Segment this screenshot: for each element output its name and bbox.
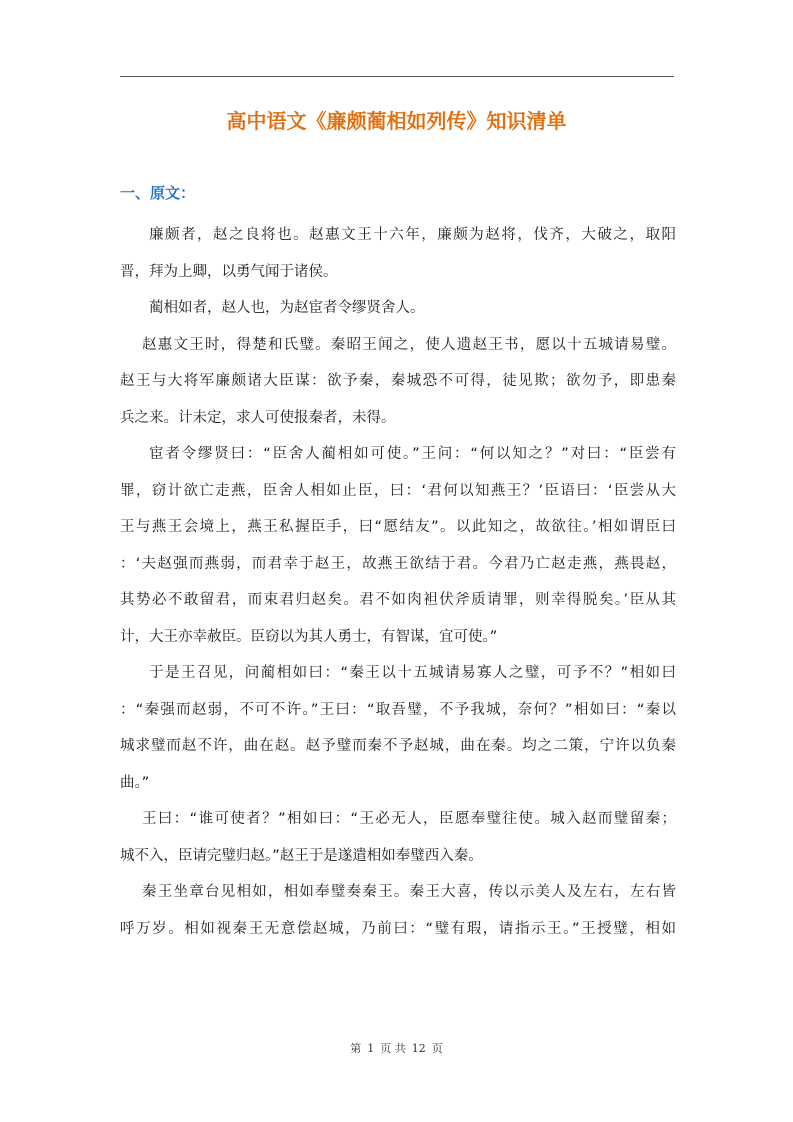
text-line: 于是王召见，问蔺相如曰：“秦王以十五城请易寡人之璧，可予不？”相如曰 [149, 665, 676, 681]
text-line: ：“秦强而赵弱，不可不许。”王曰：“取吾璧，不予我城，奈何？”相如曰：“秦以 [120, 701, 676, 718]
header-rule [120, 76, 674, 77]
page-footer [0, 1040, 793, 1058]
footer-prefix: 第 [350, 1042, 362, 1055]
text-line: 曲。” [120, 774, 150, 791]
text-line: 城求璧而赵不许，曲在赵。赵予璧而秦不予赵城，曲在秦。均之二策，宁许以负秦 [120, 738, 676, 754]
document-title: 高中语文《廉颇蔺相如列传》知识清单 [226, 109, 567, 133]
text-line: ：‘夫赵强而燕弱，而君幸于赵王，故燕王欲结于君。今君乃亡赵走燕，燕畏赵， [120, 555, 676, 572]
text-line: 廉颇者，赵之良将也。赵惠文王十六年，廉颇为赵将，伐齐，大破之，取阳 [149, 227, 676, 243]
text-line: 赵王与大将军廉颇诸大臣谋：欲予秦，秦城恐不可得，徒见欺；欲勿予，即患秦 [120, 373, 676, 389]
text-line: 赵惠文王时，得楚和氏璧。秦昭王闻之，使人遗赵王书，愿以十五城请易璧。 [142, 336, 676, 353]
footer-total-pages: 12 [411, 1042, 426, 1055]
text-line: 宦者令缪贤曰：“臣舍人蔺相如可使。”王问：“何以知之？”对曰：“臣尝有 [149, 446, 676, 462]
section-heading: 一、原文： [120, 184, 196, 202]
text-line: 计，大王亦幸赦臣。臣窃以为其人勇士，有智谋，宜可使。” [120, 628, 498, 645]
text-line: 其势必不敢留君，而束君归赵矣。君不如肉袒伏斧质请罪，则幸得脱矣。’臣从其 [120, 592, 676, 608]
text-line: 兵之来。计未定，求人可使报秦者，未得。 [120, 409, 396, 426]
text-line: 蔺相如者，赵人也，为赵宦者令缪贤舍人。 [149, 300, 425, 316]
footer-page-number: 1 [367, 1042, 375, 1055]
text-line: 王曰：“谁可使者？”相如曰：“王必无人，臣愿奉璧往使。城入赵而璧留秦； [142, 811, 676, 827]
document-body [120, 217, 676, 947]
text-line: 秦王坐章台见相如，相如奉璧奏秦王。秦王大喜，传以示美人及左右，左右皆 [142, 884, 676, 900]
text-line: 呼万岁。相如视秦王无意偿赵城，乃前曰：“璧有瑕，请指示王。”王授璧，相如 [120, 920, 676, 937]
text-line: 王与燕王会境上，燕王私握臣手，曰“愿结友”。以此知之，故欲往。’相如谓臣曰 [120, 519, 676, 535]
text-line: 晋，拜为上卿，以勇气闻于诸侯。 [120, 263, 338, 280]
footer-middle: 页 共 [380, 1042, 406, 1055]
text-line: 罪，窃计欲亡走燕，臣舍人相如止臣，曰：‘君何以知燕王？’臣语曰：‘臣尝从大 [120, 482, 676, 499]
footer-suffix: 页 [431, 1042, 443, 1055]
text-line: 城不入，臣请完璧归赵。”赵王于是遂遣相如奉璧西入秦。 [120, 847, 483, 864]
